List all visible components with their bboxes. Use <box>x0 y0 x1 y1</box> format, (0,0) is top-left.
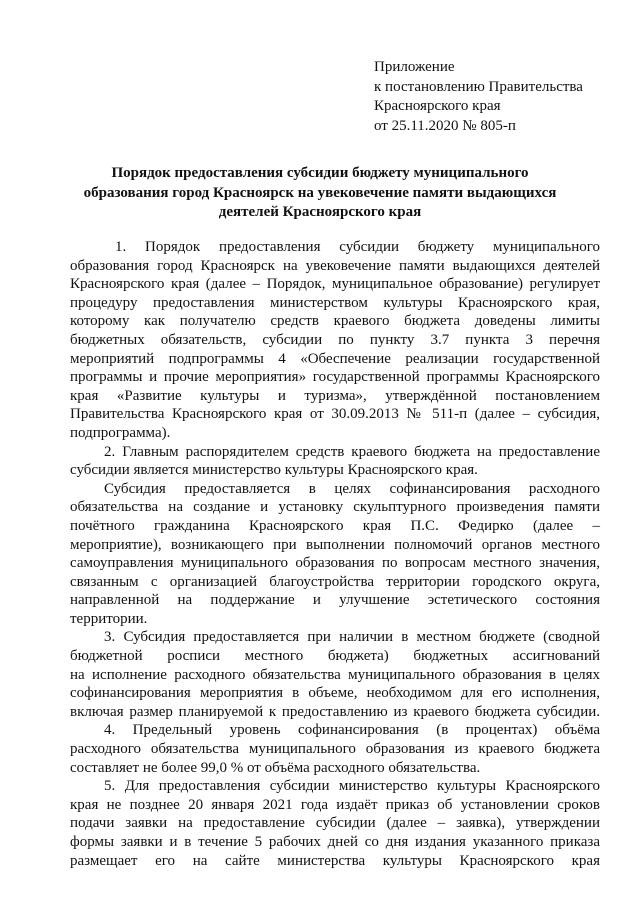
paragraph-line: которому как получателю средств краевого бюджета доведены лимиты <box>70 313 600 330</box>
title-line: образования город Красноярск на увековечение памяти выдающихся <box>83 184 557 201</box>
paragraph-line: Правительства Красноярского края от 30.09.2013 № 511-п (далее – субсидия, <box>70 406 600 423</box>
paragraph-line: территории. <box>70 610 148 627</box>
paragraph-line: почётного гражданина Красноярского края П.С. Федирко (далее – <box>70 517 600 534</box>
document-title <box>60 164 580 223</box>
paragraph-line: софинансирования мероприятия в объеме, необходимом для его исполнения, <box>70 685 600 702</box>
paragraph-line: включая размер планируемой к предоставлению из краевого бюджета субсидии. <box>70 703 600 720</box>
paragraph-line: 1. Порядок предоставления субсидии бюджету муниципального <box>115 239 600 255</box>
paragraph-line: Субсидия предоставляется в целях софинансирования расходного <box>104 480 600 497</box>
paragraph-line: самоуправления муниципального образования по вопросам местного значения, <box>70 555 600 572</box>
header-line: Красноярского края <box>374 98 501 114</box>
paragraph-line: на исполнение расходного обязательства муниципального образования в целях <box>70 666 600 683</box>
paragraph-line: процедуру предоставления министерством культуры Красноярского края, <box>70 294 600 311</box>
paragraph-line: бюджетных обязательств, субсидии по пункту 3.7 пункта 3 перечня <box>70 331 600 348</box>
paragraph-line: края «Развитие культуры и туризма», утверждённой постановлением <box>70 387 600 404</box>
title-line: Порядок предоставления субсидии бюджету муниципального <box>111 165 529 181</box>
paragraph-line: составляет не более 99,0 % от объёма расходного обязательства. <box>70 759 481 776</box>
paragraph-line: подачи заявки на предоставление субсидии (далее – заявка), утверждении <box>70 815 600 832</box>
paragraph-line: 5. Для предоставления субсидии министерство культуры Красноярского <box>104 778 600 795</box>
approval-header <box>374 58 624 136</box>
paragraph-line: субсидии является министерство культуры Красноярского края. <box>70 462 478 479</box>
document-body <box>70 238 600 870</box>
paragraph-line: обязательства на создание и установку скульптурного произведения памяти <box>70 499 600 516</box>
header-line: Приложение <box>374 59 455 75</box>
paragraph-line: мероприятий подпрограммы 4 «Обеспечение реализации государственной <box>70 350 600 367</box>
paragraph-line: Красноярского края (далее – Порядок, муниципальное образование) регулирует <box>70 276 600 293</box>
header-line: к постановлению Правительства <box>374 78 583 95</box>
paragraph-line: подпрограмма). <box>70 424 171 441</box>
paragraph-line: расходного обязательства муниципального образования из краевого бюджета <box>70 741 600 758</box>
paragraph-line: программы и прочие мероприятия» государственной программы Красноярского <box>70 369 600 386</box>
paragraph-line: связанным с организацией благоустройства территории городского округа, <box>70 573 600 590</box>
paragraph-line: бюджетной росписи местного бюджета) бюджетных ассигнований <box>70 648 600 665</box>
paragraph-line: 3. Субсидия предоставляется при наличии в местном бюджете (сводной <box>104 629 600 646</box>
header-line: от 25.11.2020 № 805-п <box>374 117 516 134</box>
paragraph-line: формы заявки и в течение 5 рабочих дней со дня издания указанного приказа <box>70 834 600 850</box>
paragraph-line: края не позднее 20 января 2021 года издаёт приказ об установлении сроков <box>70 796 600 813</box>
paragraph-line: 2. Главным распорядителем средств краевого бюджета на предоставление <box>104 443 600 460</box>
paragraph-line: направленной на поддержание и улучшение эстетического состояния <box>70 592 600 609</box>
paragraph-line: образования город Красноярск на увековечение памяти выдающихся деятелей <box>70 257 600 274</box>
title-line: деятелей Красноярского края <box>218 204 422 220</box>
paragraph-line: размещает его на сайте министерства культуры Красноярского края <box>70 852 600 869</box>
paragraph-line: 4. Предельный уровень софинансирования (в процентах) объёма <box>104 722 600 739</box>
paragraph-line: мероприятие), возникающего при выполнении полномочий органов местного <box>70 536 600 553</box>
